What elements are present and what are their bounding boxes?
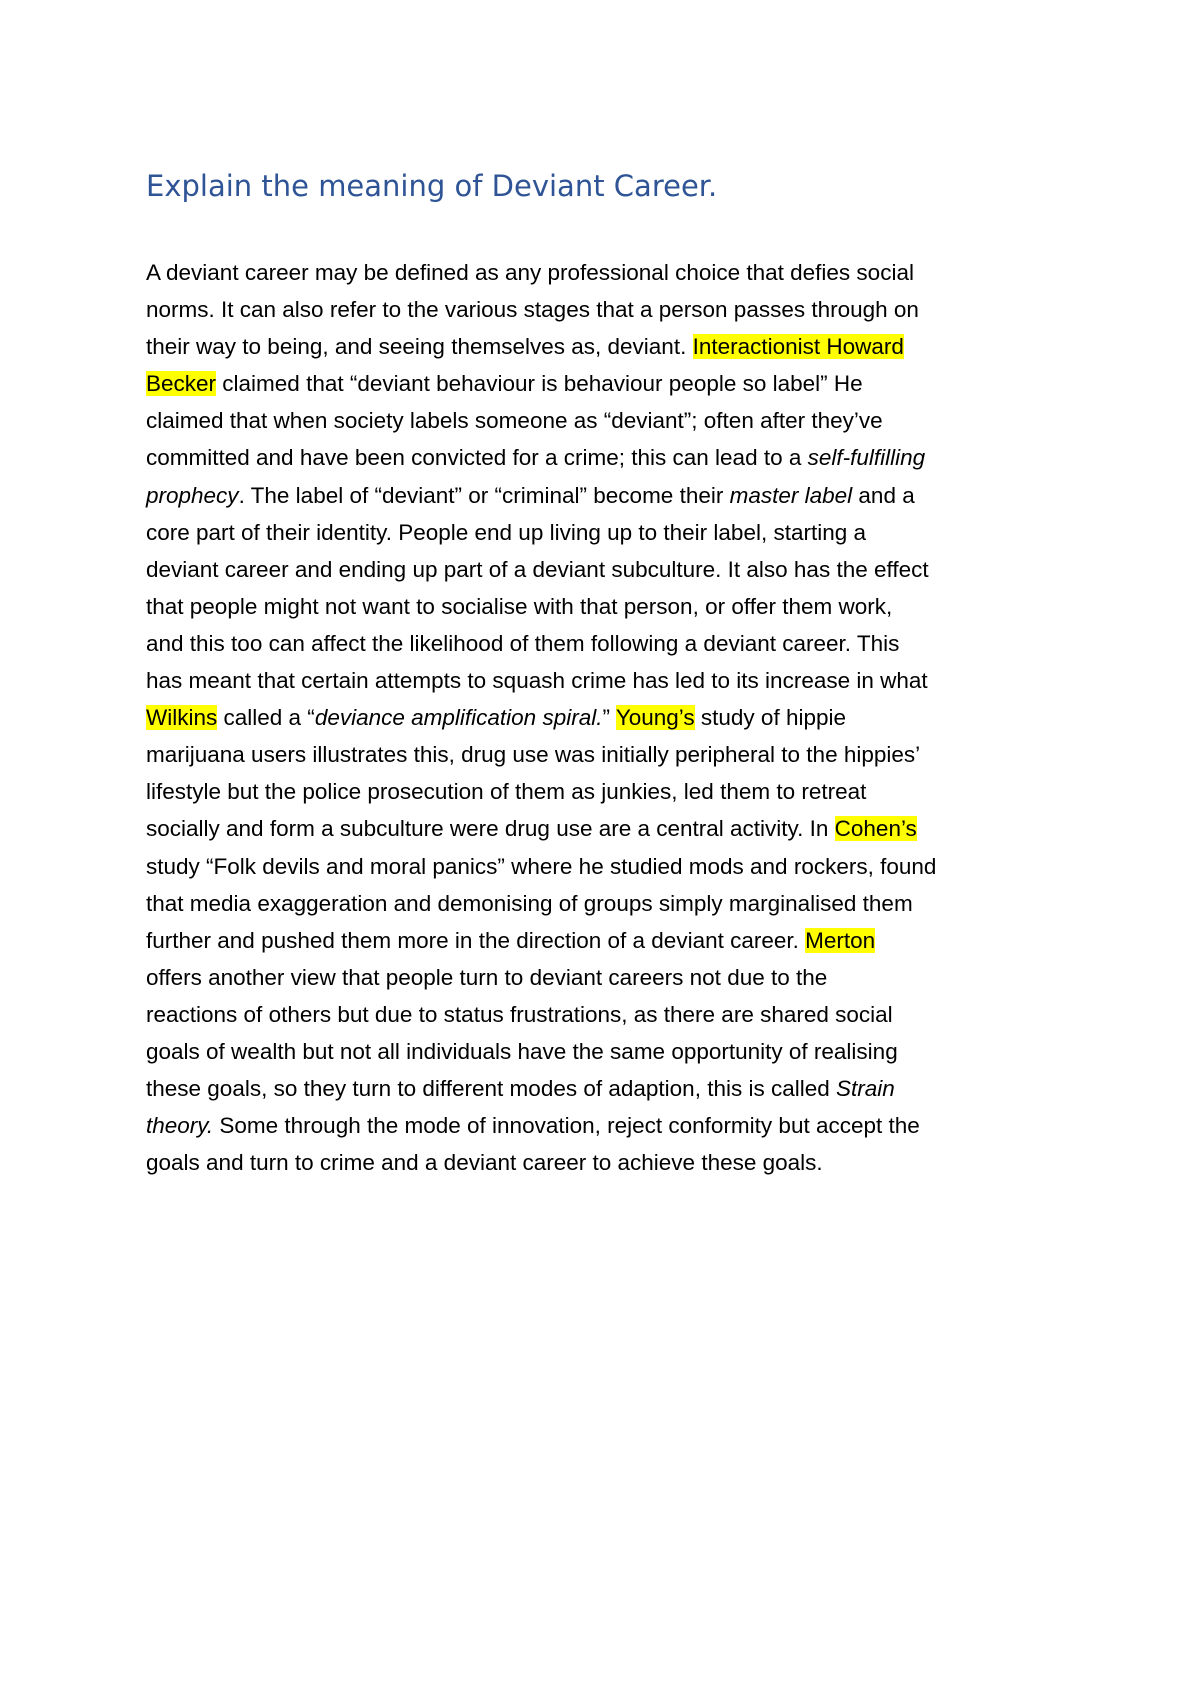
text-segment: deviant career and ending up part of a deviant subculture. It also has the effect bbox=[146, 556, 929, 582]
text-segment: called a “ bbox=[217, 705, 315, 731]
text-segment: study “Folk devils and moral panics” where he studied mods and rockers, found bbox=[146, 853, 937, 879]
italic-text: self-fulfilling bbox=[807, 445, 926, 471]
text-segment: study of hippie bbox=[694, 705, 847, 731]
text-line bbox=[146, 922, 1066, 959]
text-line bbox=[146, 662, 1066, 699]
highlighted-text: Becker bbox=[146, 371, 217, 397]
text-line bbox=[146, 1070, 1066, 1107]
highlighted-text: Cohen’s bbox=[834, 816, 917, 842]
text-line bbox=[146, 291, 1066, 328]
text-line bbox=[146, 365, 1066, 402]
text-segment: lifestyle but the police prosecution of them as junkies, led them to retreat bbox=[146, 779, 867, 805]
text-segment: claimed that “deviant behaviour is behaviour people so label” He bbox=[216, 371, 863, 397]
text-segment: A deviant career may be defined as any professional choice that defies social bbox=[146, 260, 914, 285]
text-line bbox=[146, 736, 1066, 773]
text-segment: that media exaggeration and demonising of groups simply marginalised them bbox=[146, 890, 913, 916]
italic-text: Strain bbox=[836, 1076, 895, 1102]
text-segment: norms. It can also refer to the various stages that a person passes through on bbox=[146, 297, 919, 323]
text-segment: offers another view that people turn to deviant careers not due to the bbox=[146, 964, 828, 990]
document-body bbox=[146, 254, 1066, 1181]
italic-text: deviance amplification spiral. bbox=[314, 705, 603, 731]
text-line bbox=[146, 699, 1066, 736]
text-segment: these goals, so they turn to different modes of adaption, this is called bbox=[146, 1076, 836, 1102]
text-segment: committed and have been convicted for a crime; this can lead to a bbox=[146, 445, 808, 471]
text-segment: claimed that when society labels someone as “deviant”; often after they’ve bbox=[146, 408, 883, 434]
text-segment: . The label of “deviant” or “criminal” become their bbox=[238, 482, 730, 508]
italic-text: theory. bbox=[146, 1113, 214, 1139]
italic-text: master label bbox=[729, 482, 853, 508]
text-segment: goals and turn to crime and a deviant career to achieve these goals. bbox=[146, 1150, 823, 1176]
text-line bbox=[146, 996, 1066, 1033]
text-line bbox=[146, 551, 1066, 588]
document-heading: Explain the meaning of Deviant Career. bbox=[146, 169, 718, 203]
text-line bbox=[146, 1033, 1066, 1070]
highlighted-text: Wilkins bbox=[146, 705, 218, 731]
text-segment: goals of wealth but not all individuals have the same opportunity of realising bbox=[146, 1038, 898, 1064]
text-line bbox=[146, 959, 1066, 996]
text-line bbox=[146, 477, 1066, 514]
text-line bbox=[146, 439, 1066, 476]
text-line bbox=[146, 1144, 1066, 1181]
highlighted-text: Young’s bbox=[615, 705, 695, 731]
text-segment: and a bbox=[852, 482, 915, 508]
text-segment: further and pushed them more in the direction of a deviant career. bbox=[146, 927, 806, 953]
text-line bbox=[146, 514, 1066, 551]
text-segment: socially and form a subculture were drug use are a central activity. In bbox=[146, 816, 835, 842]
text-segment: and this too can affect the likelihood of them following a deviant career. This bbox=[146, 630, 900, 656]
highlighted-text: Interactionist Howard bbox=[692, 334, 904, 360]
text-line bbox=[146, 588, 1066, 625]
text-segment: marijuana users illustrates this, drug use was initially peripheral to the hippies’ bbox=[146, 742, 921, 768]
text-segment: reactions of others but due to status frustrations, as there are shared social bbox=[146, 1001, 893, 1027]
text-segment: Some through the mode of innovation, reject conformity but accept the bbox=[213, 1113, 920, 1139]
text-segment: that people might not want to socialise with that person, or offer them work, bbox=[146, 593, 893, 619]
text-segment: their way to being, and seeing themselves as, deviant. bbox=[146, 334, 693, 360]
text-line bbox=[146, 848, 1066, 885]
text-line bbox=[146, 254, 1066, 291]
text-segment: has meant that certain attempts to squash crime has led to its increase in what bbox=[146, 668, 928, 694]
text-line bbox=[146, 625, 1066, 662]
text-line bbox=[146, 402, 1066, 439]
text-line bbox=[146, 885, 1066, 922]
text-line bbox=[146, 1107, 1066, 1144]
text-line bbox=[146, 773, 1066, 810]
text-segment: ” bbox=[602, 705, 616, 731]
text-line bbox=[146, 810, 1066, 847]
text-segment: core part of their identity. People end up living up to their label, starting a bbox=[146, 519, 867, 545]
text-line bbox=[146, 328, 1066, 365]
highlighted-text: Merton bbox=[805, 927, 876, 953]
italic-text: prophecy bbox=[146, 482, 239, 508]
